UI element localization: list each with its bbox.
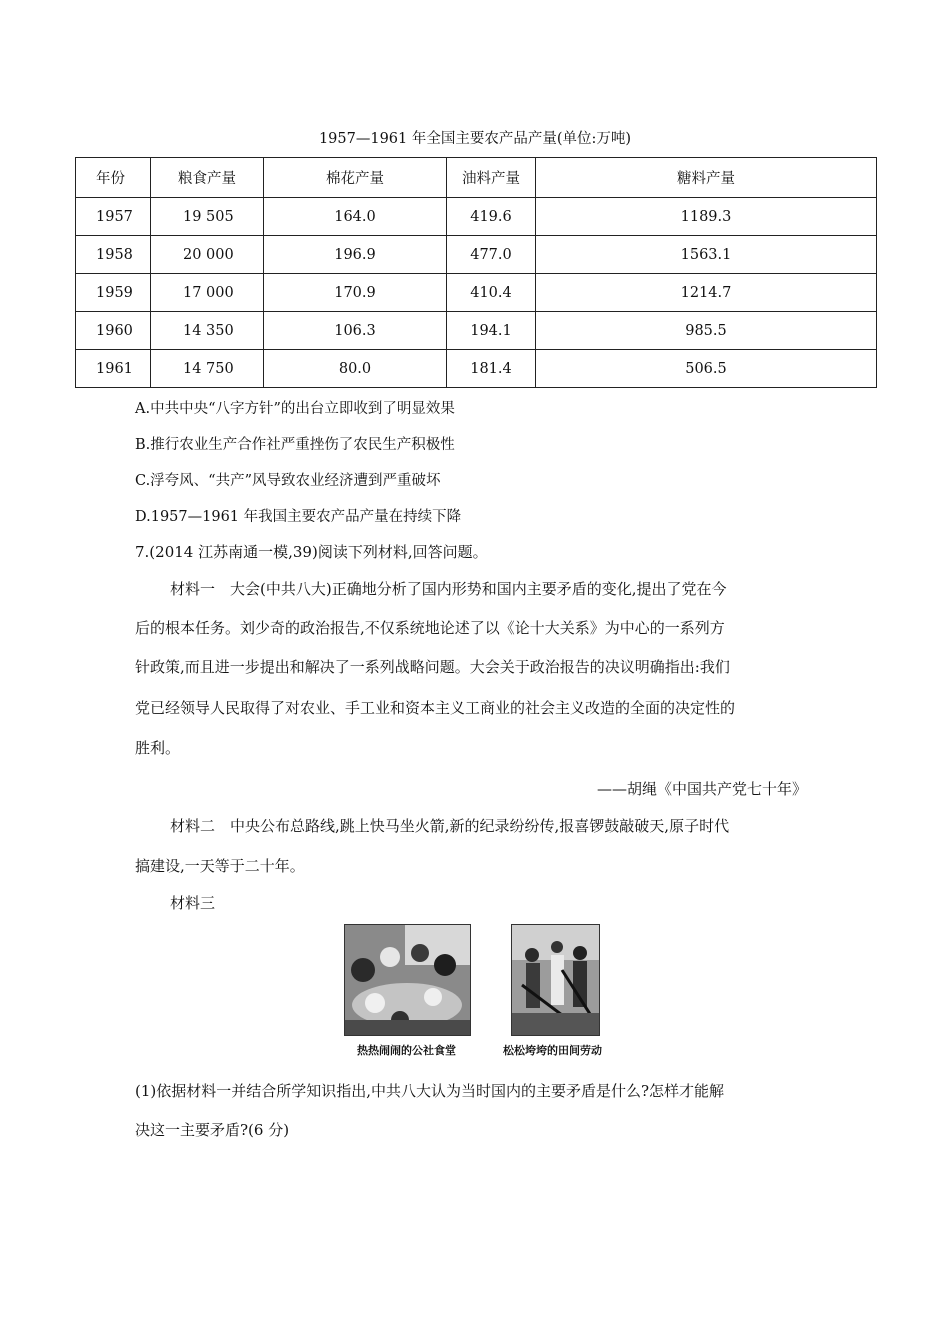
header-sugar: 糖料产量 — [536, 158, 877, 198]
cell-oil: 181.4 — [447, 350, 536, 388]
cell-grain: 19 505 — [151, 198, 264, 236]
production-table — [75, 157, 877, 388]
table-row — [76, 236, 877, 274]
material2-line: 搞建设,一天等于二十年。 — [135, 857, 305, 875]
table-row — [76, 198, 877, 236]
cell-oil: 410.4 — [447, 274, 536, 312]
option-a[interactable]: A.中共中央“八字方针”的出台立即收到了明显效果 — [135, 401, 455, 417]
material1-line: 党已经领导人民取得了对农业、手工业和资本主义工商业的社会主义改造的全面的决定性的 — [135, 699, 736, 717]
option-b[interactable]: B.推行农业生产合作社严重挫伤了农民生产积极性 — [135, 437, 455, 453]
photo-caption-labor: 松松垮垮的田间劳动 — [503, 1044, 602, 1057]
cell-year: 1957 — [76, 198, 151, 236]
option-c[interactable]: C.浮夸风、“共产”风导致农业经济遭到严重破坏 — [135, 473, 441, 489]
header-grain: 粮食产量 — [151, 158, 264, 198]
material1-line: 针政策,而且进一步提出和解决了一系列战略问题。大会关于政治报告的决议明确指出:我们 — [135, 658, 730, 676]
cell-sugar: 1563.1 — [536, 236, 877, 274]
cell-grain: 14 350 — [151, 312, 264, 350]
cell-oil: 194.1 — [447, 312, 536, 350]
option-d[interactable]: D.1957—1961 年我国主要农产品产量在持续下降 — [135, 509, 462, 525]
material2-line: 材料二 中央公布总路线,跳上快马坐火箭,新的纪录纷纷传,报喜锣鼓敲破天,原子时代 — [170, 817, 730, 835]
cell-cotton: 80.0 — [264, 350, 447, 388]
material1-line: 胜利。 — [135, 739, 181, 757]
cell-year: 1961 — [76, 350, 151, 388]
cell-oil: 419.6 — [447, 198, 536, 236]
header-cotton: 棉花产量 — [264, 158, 447, 198]
material1-source: ——胡绳《中国共产党七十年》 — [596, 780, 807, 798]
photo-caption-canteen: 热热闹闹的公社食堂 — [357, 1044, 456, 1057]
table-title: 1957—1961 年全国主要农产品产量(单位:万吨) — [318, 131, 632, 147]
sub-question-1-line: 决这一主要矛盾?(6 分) — [135, 1121, 290, 1139]
cell-year: 1959 — [76, 274, 151, 312]
cell-sugar: 985.5 — [536, 312, 877, 350]
material1-line: 材料一 大会(中共八大)正确地分析了国内形势和国内主要矛盾的变化,提出了党在今 — [170, 580, 727, 598]
table-row — [76, 312, 877, 350]
sub-question-1-line: (1)依据材料一并结合所学知识指出,中共八大认为当时国内的主要矛盾是什么?怎样才能解 — [135, 1082, 725, 1100]
cell-sugar: 506.5 — [536, 350, 877, 388]
material1-line: 后的根本任务。刘少奇的政治报告,不仅系统地论述了以《论十大关系》为中心的一系列方 — [135, 619, 725, 637]
cell-year: 1958 — [76, 236, 151, 274]
header-oil: 油料产量 — [447, 158, 536, 198]
header-year: 年份 — [76, 158, 151, 198]
cell-cotton: 170.9 — [264, 274, 447, 312]
table-header-row — [76, 158, 877, 198]
cell-cotton: 106.3 — [264, 312, 447, 350]
cell-sugar: 1189.3 — [536, 198, 877, 236]
commune-canteen-photo — [344, 924, 471, 1036]
cell-oil: 477.0 — [447, 236, 536, 274]
cell-grain: 20 000 — [151, 236, 264, 274]
table-row — [76, 350, 877, 388]
cell-grain: 14 750 — [151, 350, 264, 388]
question-7-heading: 7.(2014 江苏南通一模,39)阅读下列材料,回答问题。 — [135, 543, 488, 561]
cell-year: 1960 — [76, 312, 151, 350]
cell-sugar: 1214.7 — [536, 274, 877, 312]
material3-label: 材料三 — [170, 894, 216, 912]
cell-cotton: 196.9 — [264, 236, 447, 274]
field-labor-photo — [511, 924, 600, 1036]
cell-grain: 17 000 — [151, 274, 264, 312]
cell-cotton: 164.0 — [264, 198, 447, 236]
table-row — [76, 274, 877, 312]
